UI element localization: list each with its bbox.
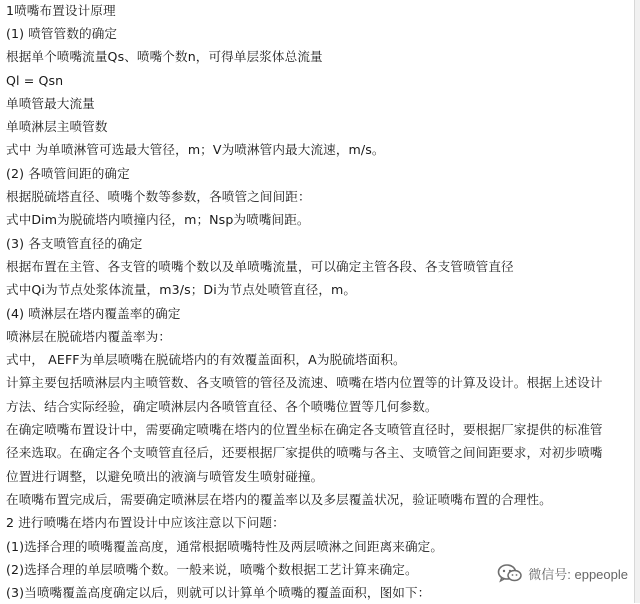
doc-line: (2)选择合理的单层喷嘴个数。一般来说，喷嘴个数根据工艺计算来确定。 <box>6 561 418 577</box>
doc-line: 式中 为单喷淋管可选最大管径，m；V为喷淋管内最大流速，m/s。 <box>6 142 385 158</box>
doc-line: 根据脱硫塔直径、喷嘴个数等参数，各喷管之间间距： <box>6 189 311 205</box>
doc-line: 根据单个喷嘴流量Qs、喷嘴个数n，可得单层浆体总流量 <box>6 49 323 65</box>
doc-line: (1) 喷管管数的确定 <box>6 26 118 41</box>
doc-line: 在确定喷嘴布置设计中，需要确定喷嘴在塔内的位置坐标在确定各支喷管直径时，要根据厂家提供的标准管 <box>6 422 603 438</box>
doc-line: (3) 各支喷管直径的确定 <box>6 235 143 251</box>
doc-line: Ql = Qsn <box>6 72 64 88</box>
doc-line: 计算主要包括喷淋层内主喷管数、各支喷管的管径及流速、喷嘴在塔内位置等的计算及设计。根据上述设计 <box>6 375 603 391</box>
doc-line: (1)选择合理的喷嘴覆盖高度，通常根据喷嘴特性及两层喷淋之间距离来确定。 <box>6 538 444 554</box>
doc-line: 单喷淋层主喷管数 <box>6 119 108 135</box>
wechat-watermark <box>497 563 628 583</box>
watermark-text: 微信号: eppeople <box>528 566 628 582</box>
wechat-icon <box>497 563 523 583</box>
scrollbar[interactable] <box>634 0 640 603</box>
doc-line: (2) 各喷管间距的确定 <box>6 165 130 181</box>
doc-line: 式中Qi为节点处浆体流量，m3/s；Di为节点处喷管直径，m。 <box>6 282 357 298</box>
doc-line: (3)当喷嘴覆盖高度确定以后，则就可以计算单个喷嘴的覆盖面积，图如下： <box>6 585 431 601</box>
doc-line: 在喷嘴布置完成后，需要确定喷淋层在塔内的覆盖率以及多层覆盖状况，验证喷嘴布置的合理性。 <box>6 491 552 507</box>
doc-line: 式中， AEFF为单层喷嘴在脱硫塔内的有效覆盖面积，A为脱硫塔面积。 <box>6 352 406 368</box>
doc-line: (4) 喷淋层在塔内覆盖率的确定 <box>6 305 181 321</box>
doc-line: 根据布置在主管、各支管的喷嘴个数以及单喷嘴流量，可以确定主管各段、各支管喷管直径 <box>6 258 514 274</box>
doc-line: 方法、结合实际经验，确定喷淋层内各喷管直径、各个喷嘴位置等几何参数。 <box>6 398 438 414</box>
doc-line: 2 进行喷嘴在塔内布置设计中应该注意以下问题： <box>6 515 285 531</box>
doc-line: 式中Dim为脱硫塔内喷撞内径，m；Nsp为喷嘴间距。 <box>6 212 310 228</box>
document-body <box>6 0 634 604</box>
doc-line: 位置进行调整，以避免喷出的液滴与喷管发生喷射碰撞。 <box>6 468 324 484</box>
doc-line: 单喷管最大流量 <box>6 95 95 111</box>
doc-line-title: 1喷嘴布置设计原理 <box>6 3 116 18</box>
doc-line: 径来选取。在确定各个支喷管直径后，还要根据厂家提供的喷嘴与各主、支喷管之间间距要求，对初步喷嘴 <box>6 445 603 461</box>
doc-line: 喷淋层在脱硫塔内覆盖率为： <box>6 328 172 344</box>
